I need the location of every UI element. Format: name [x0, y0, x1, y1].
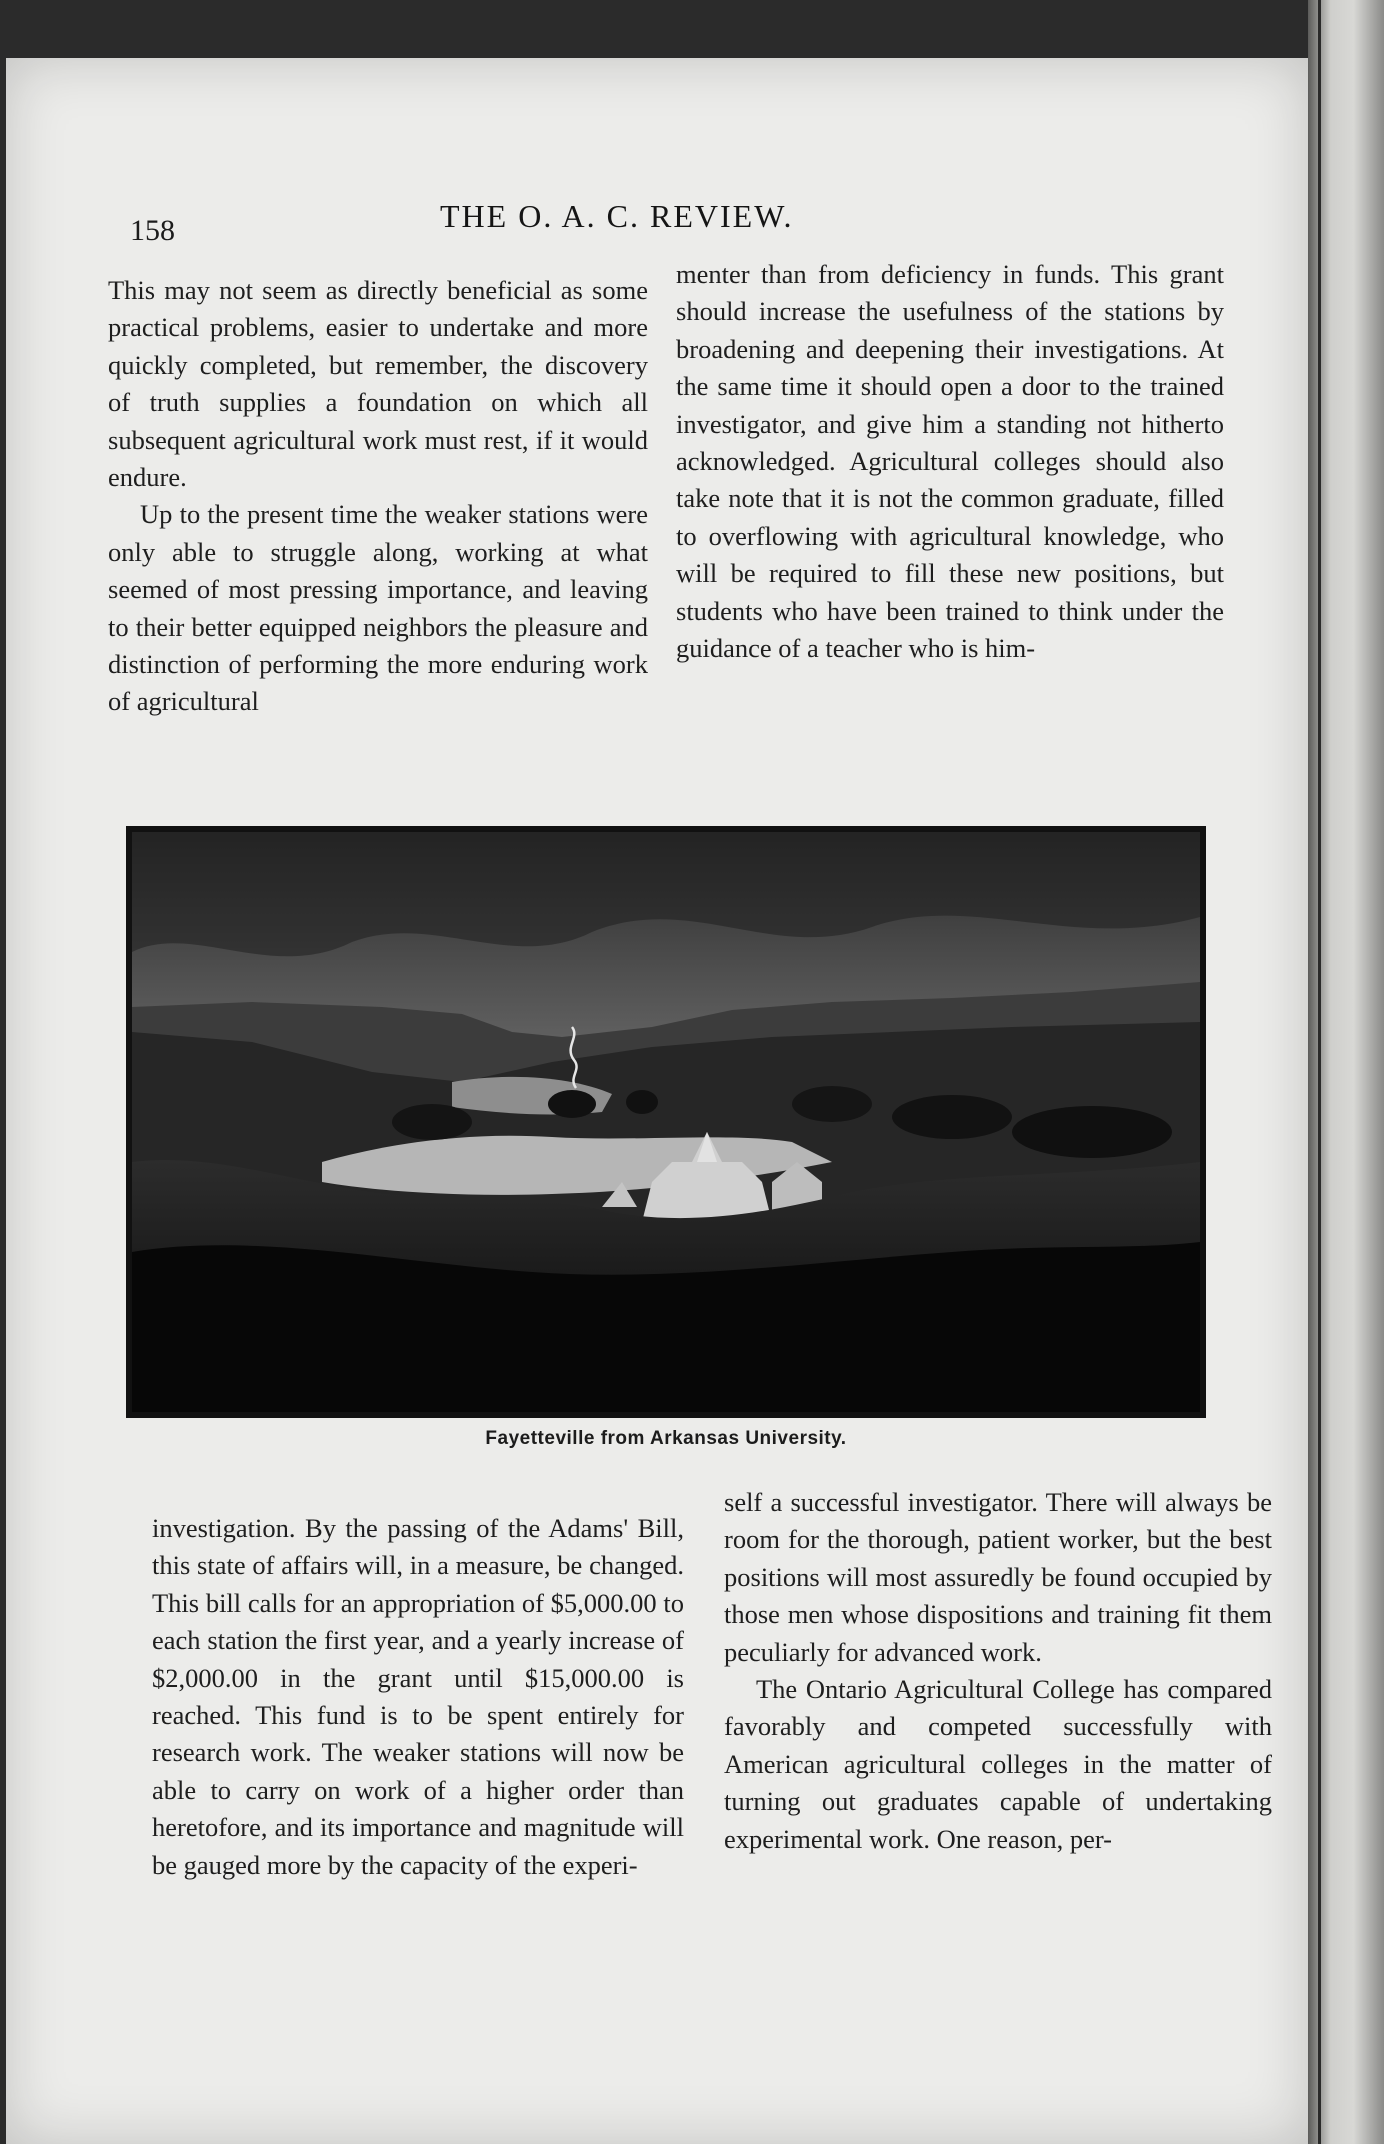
column-bottom-right — [724, 1484, 1272, 1858]
paragraph: investigation. By the passing of the Adams' Bill, this state of affairs will, in a measure, be changed. This bill calls for an appropriation of $5,000.00 to each station the first year, and a yearly increase of $2,000.00 in the grant until $15,000.00 is reached. This fund is to be spent entirely for research work. The weaker stations will now be able to carry on work of a higher order than heretofore, and its importance and magnitude will be gauged more by the capacity of the experi- — [152, 1513, 684, 1880]
photograph-image — [132, 832, 1200, 1412]
paragraph: This may not seem as directly beneficial as some practical problems, easier to undertake and more quickly completed, but remember, the discovery of truth supplies a foundation on which all subsequent agricultural work must rest, if it would endure. — [108, 275, 648, 493]
binding-edge-line — [1318, 0, 1321, 2144]
column-top-left — [108, 272, 648, 721]
landscape-photograph — [126, 826, 1206, 1418]
page-number: 158 — [130, 214, 175, 247]
paragraph: The Ontario Agricultural College has compared favorably and competed successfully with American agricultural colleges in the matter of turning out graduates capable of undertaking experimental work. One reason, per- — [724, 1674, 1272, 1854]
column-bottom-left — [152, 1510, 684, 1884]
column-top-right — [676, 256, 1224, 667]
running-title: THE O. A. C. REVIEW. — [440, 198, 794, 234]
paragraph: Up to the present time the weaker stations were only able to struggle along, working at what seemed of most pressing importance, and leaving to their better equipped neighbors the pleasure and distinction of performing the more enduring work of agricultural — [108, 499, 648, 717]
photo-caption: Fayetteville from Arkansas University. — [485, 1428, 847, 1449]
paragraph: self a successful investigator. There will always be room for the thorough, patient worker, but the best positions will most assuredly be found occupied by those men whose dispositions and training fit them peculiarly for advanced work. — [724, 1487, 1272, 1667]
paragraph: menter than from deficiency in funds. This grant should increase the usefulness of the stations by broadening and deepening their investigations. At the same time it should open a door to the trained investigator, and give him a standing not hitherto acknowledged. Agricultural colleges should also take note that it is not the common graduate, filled to overflowing with agricultural knowledge, who will be required to fill these new positions, but students who have been trained to think under the guidance of a teacher who is him- — [676, 259, 1224, 664]
